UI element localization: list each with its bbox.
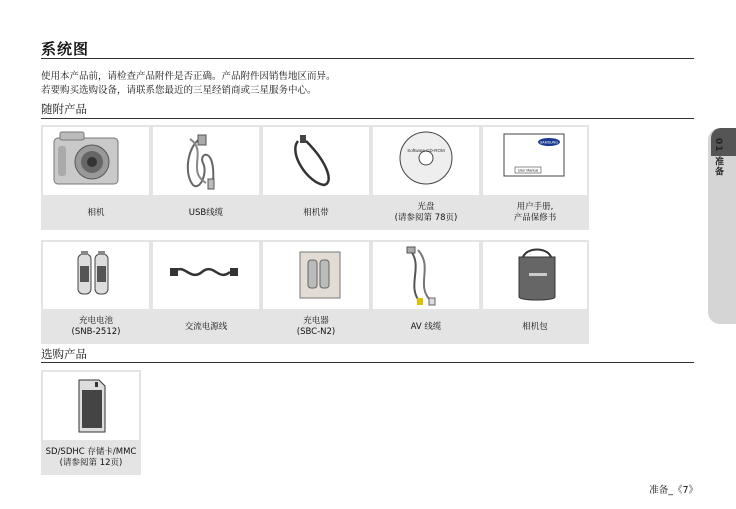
section-optional-rule [41,362,694,363]
label-power-cord: 交流电源线 [153,312,259,342]
intro-line-2: 若要购买选购设备，请联系您最近的三星经销商或三星服务中心。 [41,85,317,96]
camera-case-icon [515,245,559,303]
page-footer: 准备_《7》 [649,485,698,496]
section-included: 随附产品 [41,102,87,116]
sd-card-icon [77,378,107,434]
label-battery: 充电电池 (SNB-2512) [43,312,149,342]
label-manual: 用户手册, 产品保修书 [483,198,587,228]
battery-icon [74,248,114,298]
charger-icon [298,248,342,300]
usb-cable-icon [178,133,228,191]
label-camera-case: 相机包 [483,312,587,342]
label-sd-card: SD/SDHC 存储卡/MMC (请参阅第 12页) [43,442,139,473]
av-cable-icon [400,246,450,306]
label-av-cable: AV 线缆 [373,312,479,342]
camera-icon [52,130,122,188]
manual-brand: SAMSUNG [539,140,559,145]
label-charger: 充电器 (SBC-N2) [263,312,369,342]
intro-line-1: 使用本产品前，请检查产品附件是否正确。产品附件因销售地区而异。 [41,71,336,82]
intro-text [41,70,661,98]
section-optional: 选购产品 [41,347,87,361]
manual-icon [503,133,565,177]
manual-label: User Manual [517,168,539,173]
cd-label: Software CD-ROM [407,148,445,153]
page-title: 系统图 [41,40,90,58]
label-strap: 相机带 [263,198,369,228]
label-usb-cable: USB线缆 [153,198,259,228]
cd-icon [398,130,454,186]
title-rule [41,58,694,59]
strap-icon [288,133,338,191]
section-included-rule [41,118,694,119]
label-cd: 光盘 (请参阅第 78页) [373,198,479,228]
side-tab-label: 01 准备 [713,138,723,177]
power-cord-icon [170,260,240,284]
label-camera: 相机 [43,198,149,228]
